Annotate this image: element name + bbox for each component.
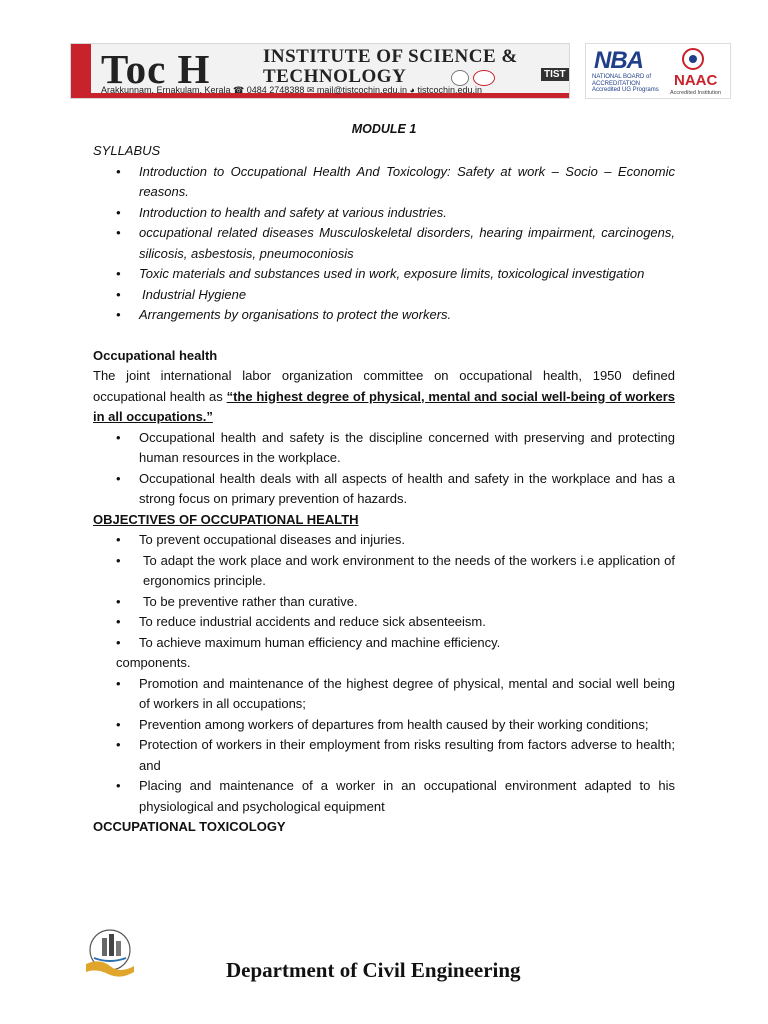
objectives-heading: OBJECTIVES OF OCCUPATIONAL HEALTH <box>93 511 359 527</box>
list-item: • Placing and maintenance of a worker in an occupational environment adapted to his physiological and psychological equipment <box>93 776 675 817</box>
list-item: • Introduction to Occupational Health And Toxicology: Safety at work – Socio – Economic reasons. <box>93 162 675 203</box>
banner-accent-bar <box>71 44 91 98</box>
list-item: • Toxic materials and substances used in work, exposure limits, toxicological investigation <box>93 264 675 285</box>
institute-address: Arakkunnam, Ernakulam, Kerala ☎ 0484 2748388 ✉ mail@tistcochin.edu.in ◕ tistcochin.edu.in <box>101 85 483 95</box>
module-title: MODULE 1 <box>351 122 417 136</box>
nba-subtitle: NATIONAL BOARD of ACCREDITATION Accredited UG Programs <box>592 74 659 93</box>
occupational-health-points <box>93 428 675 510</box>
accreditation-logos <box>585 43 731 99</box>
objectives-list <box>93 530 675 653</box>
university-seal-icon <box>451 70 469 86</box>
list-item: • To be preventive rather than curative. <box>93 592 675 613</box>
institute-name-line2: TECHNOLOGY <box>263 66 407 87</box>
list-item: • Promotion and maintenance of the highest degree of physical, mental and social well being of workers in all occupations; <box>93 674 675 715</box>
list-item: • To prevent occupational diseases and injuries. <box>93 530 675 551</box>
list-item: • Introduction to health and safety at various industries. <box>93 203 675 224</box>
list-item: • Arrangements by organisations to protect the workers. <box>93 305 675 326</box>
tist-badge: TIST <box>541 68 569 81</box>
list-item: • To achieve maximum human efficiency and machine efficiency. <box>93 633 675 654</box>
list-item: • Protection of workers in their employment from risks resulting from factors adverse to health; and <box>93 735 675 776</box>
list-item: • Industrial Hygiene <box>93 285 675 306</box>
syllabus-label: SYLLABUS <box>93 143 161 158</box>
list-item: • occupational related diseases Musculoskeletal disorders, hearing impairment, carcinogens, silicosis, asbestosis, pneumoconiosis <box>93 223 675 264</box>
nba-logo: NBA <box>594 47 643 74</box>
naac-logo: NAAC <box>674 72 718 89</box>
institute-banner <box>70 43 570 99</box>
toch-emblem-icon <box>473 70 495 86</box>
list-item: • Prevention among workers of departures from health caused by their working conditions; <box>93 715 675 736</box>
department-title: Department of Civil Engineering <box>226 958 521 982</box>
toxicology-heading: OCCUPATIONAL TOXICOLOGY <box>93 819 286 834</box>
components-label: components. <box>116 655 191 670</box>
occupational-health-heading: Occupational health <box>93 347 218 363</box>
document-body <box>93 141 675 838</box>
occupational-health-intro <box>93 366 675 428</box>
institute-logo-name: Toc H <box>101 46 211 92</box>
list-item: • To adapt the work place and work environment to the needs of the workers i.e application of ergonomics principle. <box>93 551 675 592</box>
definition-quote: “the highest degree of physical, mental and social well-being of workers in all occupations.” <box>93 388 676 424</box>
naac-emblem-icon <box>682 48 704 70</box>
institute-name-line1: INSTITUTE OF SCIENCE & <box>263 46 518 67</box>
list-item: • Occupational health deals with all aspects of health and safety in the workplace and has a strong focus on primary prevention of hazards. <box>93 469 675 510</box>
naac-subtitle: Accredited Institution <box>670 90 722 96</box>
list-item: • To reduce industrial accidents and reduce sick absenteeism. <box>93 612 675 633</box>
definition-lead: The joint international labor organization committee on occupational health, 1950 defined occupational health as <box>93 368 675 404</box>
syllabus-list <box>93 162 675 326</box>
list-item: • Occupational health and safety is the discipline concerned with preserving and protecting human resources in the workplace. <box>93 428 675 469</box>
department-emblem-icon <box>80 924 140 984</box>
components-list <box>93 674 675 818</box>
